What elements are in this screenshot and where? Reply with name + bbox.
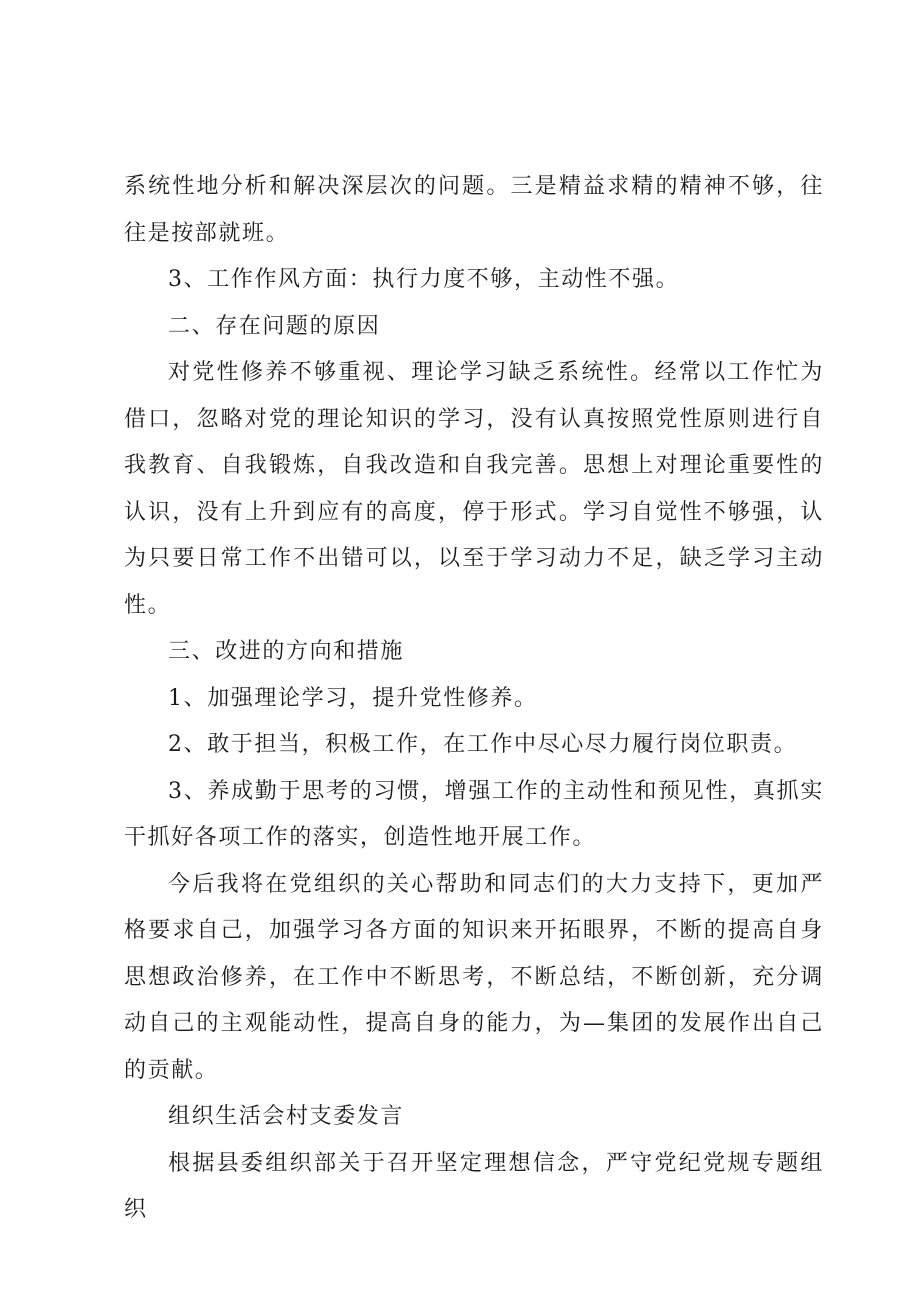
section-heading-causes: 二、存在问题的原因 — [168, 313, 381, 339]
section-heading-improvements: 三、改进的方向和措施 — [168, 639, 405, 664]
paragraph-work-style: 3、工作作风方面：执行力度不够，主动性不强。 — [168, 267, 680, 292]
document-body — [124, 164, 824, 1234]
paragraph-measure-3: 3、养成勤于思考的习惯，增强工作的主动性和预见性，真抓实干抓好各项工作的落实，创造性地开展工作。 — [124, 778, 824, 850]
paragraph-conclusion: 今后我将在党组织的关心帮助和同志们的大力支持下，更加严格要求自己，加强学习各方面的知识来开拓眼界，不断的提高自身思想政治修养，在工作中不断思考，不断总结，不断创新，充分调动自己的主观能动性，提高自身的能力，为—集团的发展作出自己的贡献。 — [124, 871, 824, 1083]
paragraph-causes: 对党性修养不够重视、理论学习缺乏系统性。经常以工作忙为借口，忽略对党的理论知识的学习，没有认真按照党性原则进行自我教育、自我锻炼，自我改造和自我完善。思想上对理论重要性的认识，没有上升到应有的高度，停于形式。学习自觉性不够强，认为只要日常工作不出错可以，以至于学习动力不足，缺乏学习主动性。 — [124, 360, 824, 618]
paragraph-measure-1: 1、加强理论学习，提升党性修养。 — [168, 685, 538, 711]
paragraph-speech-intro: 根据县委组织部关于召开坚定理想信念，严守党纪党规专题组织 — [124, 1150, 824, 1222]
paragraph-continuation: 系统性地分析和解决深层次的问题。三是精益求精的精神不够，往往是按部就班。 — [124, 174, 824, 246]
section-heading-speech: 组织生活会村支委发言 — [168, 1104, 405, 1129]
paragraph-measure-2: 2、敢于担当，积极工作，在工作中尽心尽力履行岗位职责。 — [168, 732, 798, 757]
